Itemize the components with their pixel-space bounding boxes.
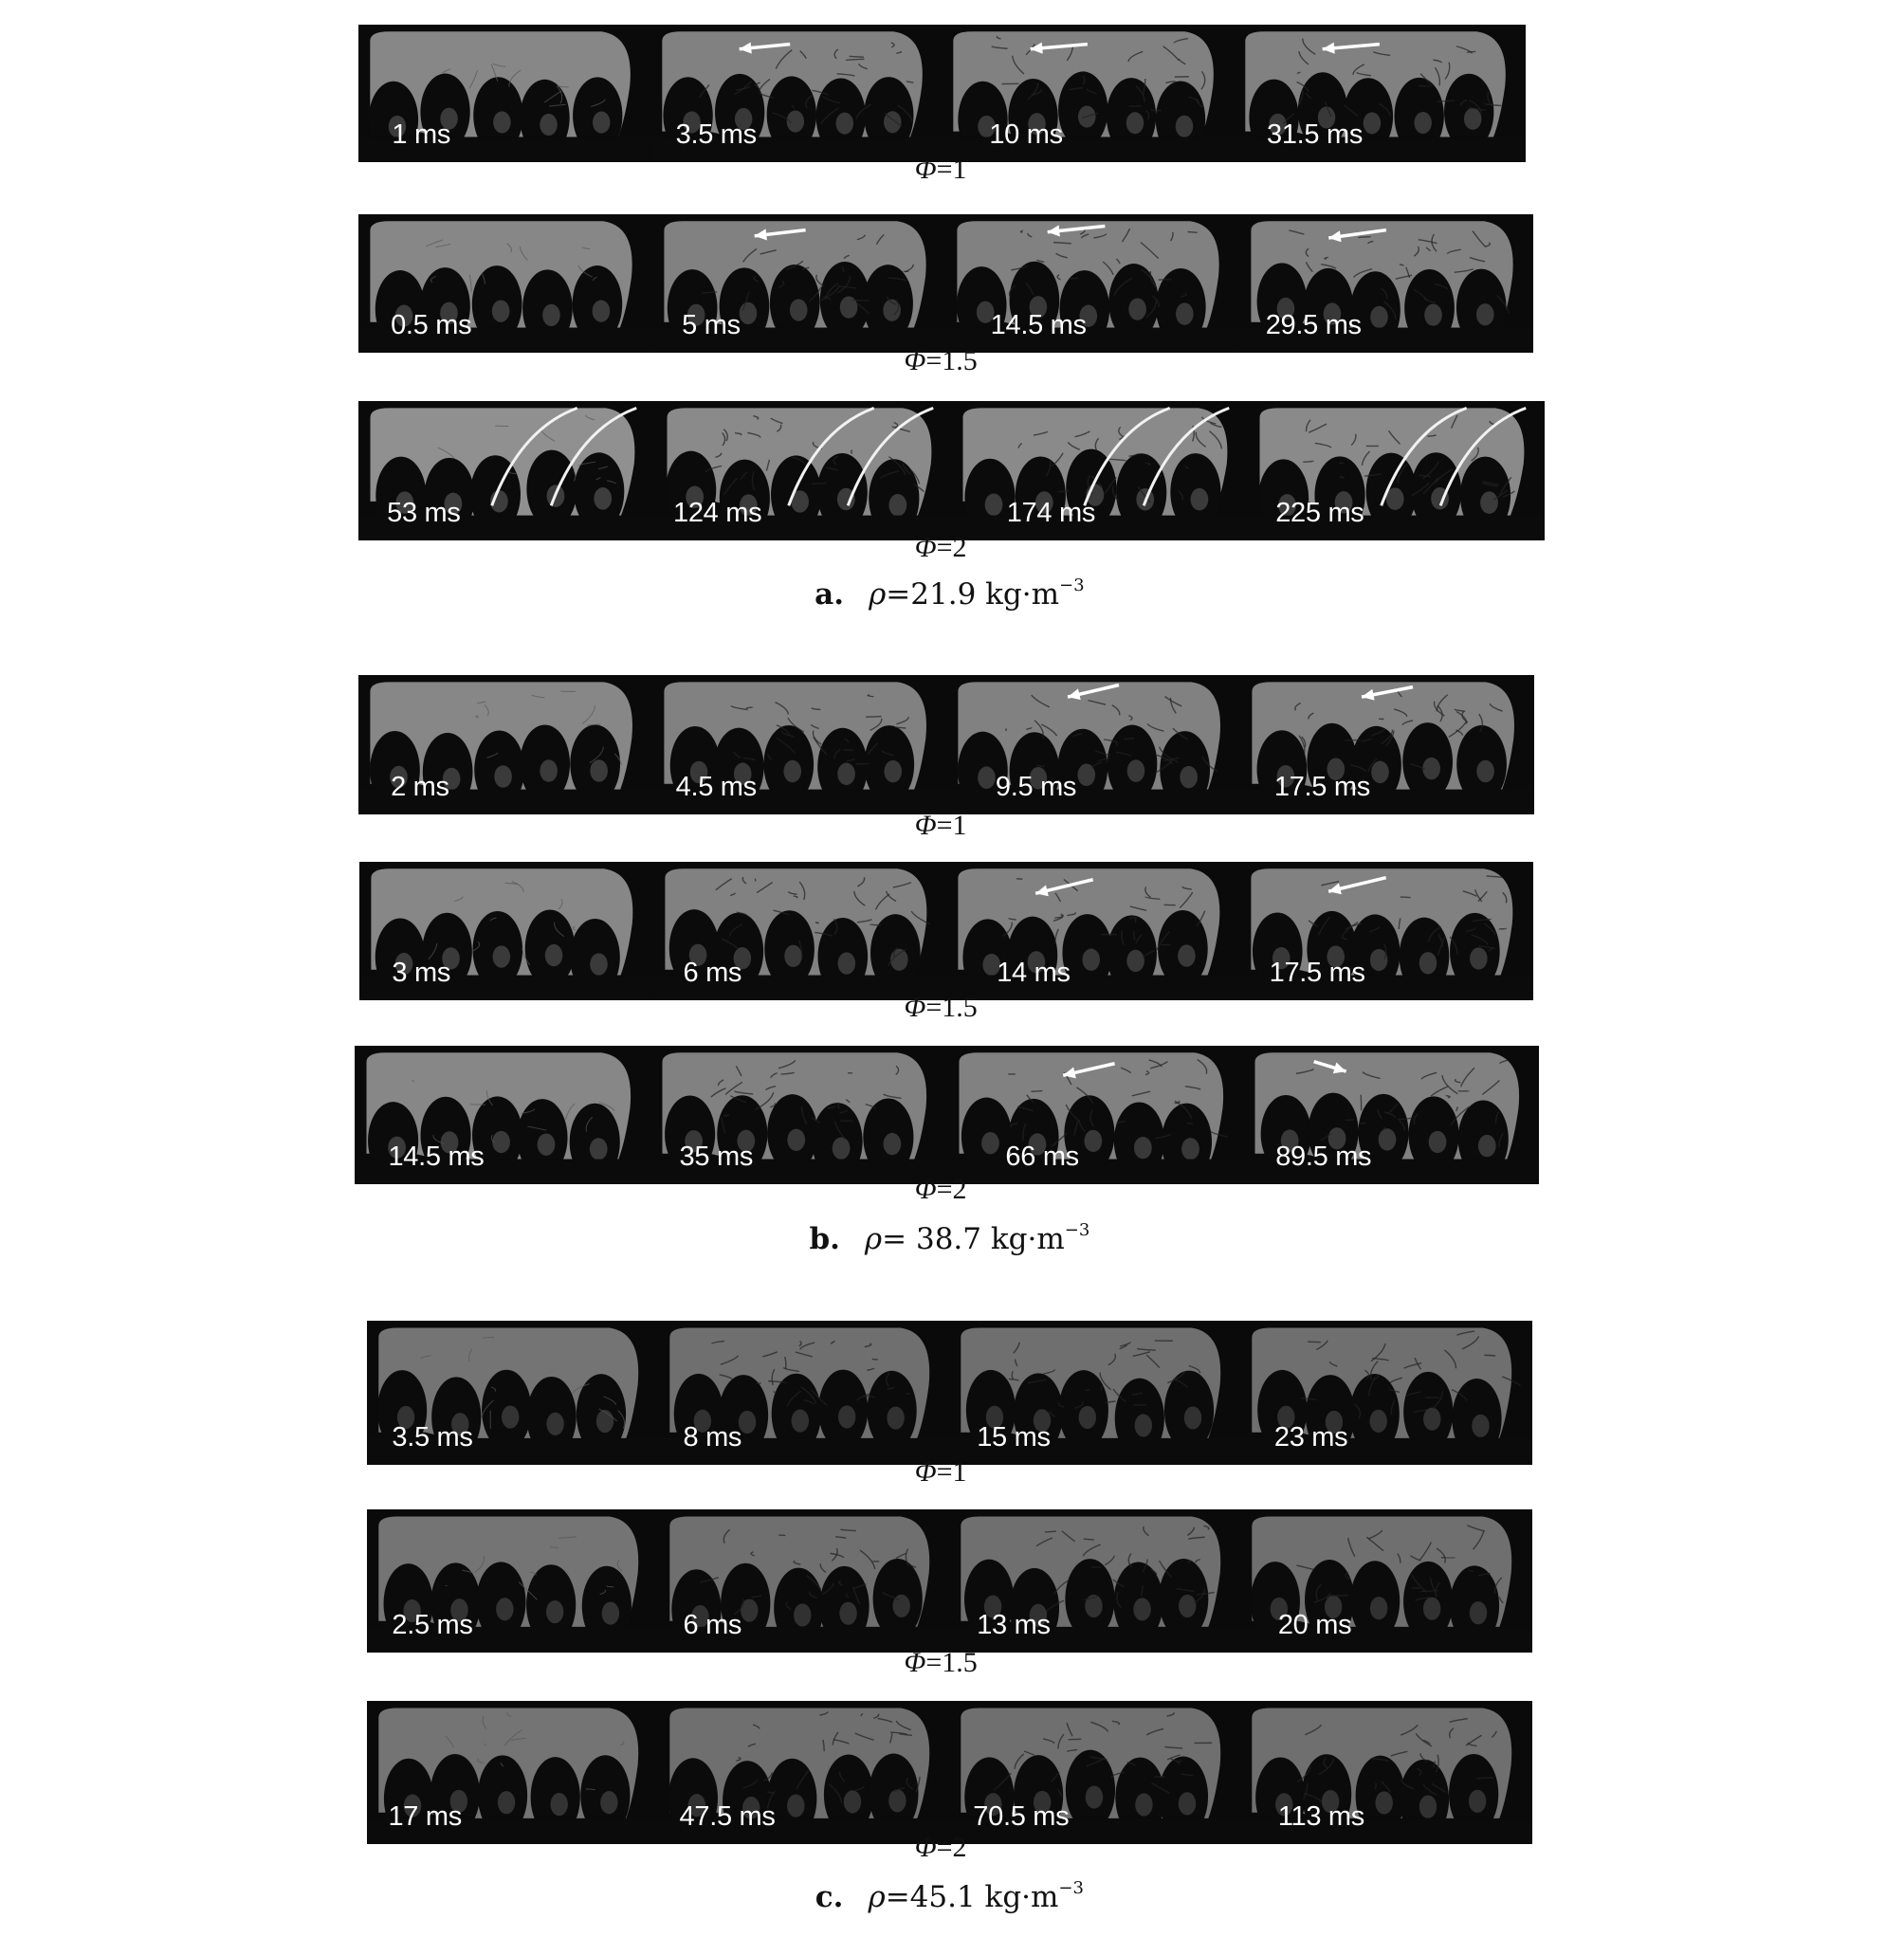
image-frame: [946, 675, 1240, 814]
time-label: 1 ms: [392, 119, 451, 150]
density-symbol: ρ: [864, 1222, 883, 1257]
time-label: 124 ms: [672, 498, 762, 528]
time-label: 14.5 ms: [388, 1142, 485, 1173]
image-frame: [1234, 25, 1526, 161]
image-frame: [1243, 1046, 1539, 1184]
image-strip: [355, 1046, 1539, 1184]
density-value: = 38.7 kg·m: [882, 1222, 1065, 1257]
time-label: 35 ms: [679, 1142, 754, 1173]
time-label: 4.5 ms: [675, 771, 757, 802]
time-label: 10 ms: [989, 119, 1063, 150]
phi-value: =1.5: [925, 1646, 978, 1678]
time-label: 15 ms: [977, 1421, 1051, 1453]
time-label: 47.5 ms: [679, 1801, 776, 1833]
equivalence-ratio-label: [846, 810, 1035, 842]
equivalence-ratio-label: [846, 992, 1035, 1024]
phi-symbol: Φ: [904, 991, 926, 1023]
image-frame: [1239, 214, 1533, 353]
time-label: 2 ms: [391, 771, 449, 802]
time-label: 113 ms: [1277, 1801, 1364, 1833]
image-strip: [358, 214, 1533, 353]
image-frame: [946, 862, 1239, 1000]
time-label: 17.5 ms: [1269, 957, 1365, 988]
image-frame: [367, 1321, 658, 1464]
image-strip: [358, 675, 1534, 814]
image-frame: [949, 1321, 1240, 1464]
time-label: 13 ms: [977, 1609, 1051, 1640]
phi-value: =2: [936, 1173, 967, 1205]
density-exponent: −3: [1064, 1220, 1090, 1241]
time-label: 8 ms: [683, 1421, 742, 1453]
equivalence-ratio-label: [846, 345, 1035, 377]
time-label: 17.5 ms: [1273, 771, 1370, 802]
image-frame: [367, 1701, 658, 1844]
time-label: 31.5 ms: [1267, 119, 1364, 150]
image-frame: [658, 1701, 949, 1844]
image-frame: [358, 25, 650, 161]
phi-symbol: Φ: [914, 1455, 937, 1488]
time-label: 174 ms: [1006, 498, 1096, 528]
panel-letter: b.: [809, 1222, 840, 1257]
image-frame: [358, 214, 652, 353]
image-frame: [367, 1509, 658, 1653]
image-frame: [1240, 1509, 1531, 1653]
image-frame: [951, 401, 1248, 540]
time-label: 29.5 ms: [1265, 309, 1362, 340]
image-frame: [650, 1046, 946, 1184]
image-frame: [947, 1046, 1243, 1184]
equivalence-ratio-label: [846, 532, 1035, 564]
image-frame: [652, 675, 946, 814]
equivalence-ratio-label: [846, 154, 1035, 186]
image-strip: [367, 1509, 1531, 1653]
time-label: 5 ms: [682, 309, 741, 340]
flame-region-image: [951, 401, 1248, 540]
image-frame: [942, 25, 1234, 161]
time-label: 9.5 ms: [995, 771, 1077, 802]
time-label: 70.5 ms: [973, 1801, 1070, 1833]
image-frame: [355, 1046, 650, 1184]
phi-value: =2: [936, 532, 967, 564]
image-frame: [653, 862, 946, 1000]
time-label: 0.5 ms: [391, 309, 472, 340]
image-strip: [367, 1701, 1531, 1844]
flame-region-image: [946, 675, 1240, 814]
image-frame: [949, 1701, 1240, 1844]
flame-region-image: [946, 862, 1239, 1000]
image-strip: [358, 25, 1526, 161]
time-label: 225 ms: [1275, 498, 1364, 528]
image-frame: [652, 214, 946, 353]
phi-symbol: Φ: [914, 810, 937, 842]
panel-letter: a.: [815, 577, 845, 612]
density-exponent: −3: [1059, 576, 1085, 596]
image-strip: [359, 862, 1533, 1000]
density-symbol: ρ: [868, 1879, 886, 1914]
density-value: =45.1 kg·m: [885, 1879, 1059, 1914]
image-frame: [650, 25, 943, 161]
image-frame: [949, 1509, 1240, 1653]
phi-symbol: Φ: [904, 1646, 926, 1678]
panel-caption: [617, 576, 1281, 612]
phi-symbol: Φ: [914, 1832, 937, 1864]
phi-symbol: Φ: [914, 1173, 937, 1205]
image-frame: [1239, 862, 1532, 1000]
time-label: 66 ms: [1005, 1142, 1079, 1173]
phi-value: =1: [936, 810, 967, 842]
phi-value: =1.5: [925, 345, 978, 377]
flame-region-image: [947, 1046, 1243, 1184]
image-frame: [658, 1509, 949, 1653]
equivalence-ratio-label: [846, 1456, 1035, 1489]
time-label: 3.5 ms: [675, 119, 757, 150]
phi-value: =1.5: [925, 991, 978, 1023]
panel-caption: [617, 1878, 1281, 1914]
density-exponent: −3: [1058, 1877, 1084, 1898]
time-label: 6 ms: [683, 957, 742, 988]
phi-value: =2: [936, 1832, 967, 1864]
time-label: 14 ms: [997, 957, 1071, 988]
time-label: 3.5 ms: [392, 1421, 473, 1453]
image-frame: [655, 401, 952, 540]
image-frame: [945, 214, 1239, 353]
image-frame: [1240, 1321, 1531, 1464]
image-strip: [358, 401, 1545, 540]
image-frame: [358, 675, 652, 814]
time-label: 2.5 ms: [392, 1609, 473, 1640]
panel-caption: [617, 1220, 1281, 1256]
image-frame: [1240, 1701, 1531, 1844]
equivalence-ratio-label: [846, 1647, 1035, 1679]
image-frame: [658, 1321, 949, 1464]
image-frame: [359, 862, 652, 1000]
time-label: 53 ms: [387, 498, 461, 528]
time-label: 6 ms: [683, 1609, 742, 1640]
image-strip: [367, 1321, 1531, 1464]
equivalence-ratio-label: [846, 1832, 1035, 1864]
panel-letter: c.: [815, 1879, 844, 1914]
phi-symbol: Φ: [914, 532, 937, 564]
phi-value: =1: [936, 1455, 967, 1488]
time-label: 23 ms: [1273, 1421, 1348, 1453]
flame-region-image: [942, 25, 1234, 161]
density-symbol: ρ: [869, 577, 887, 612]
image-frame: [1240, 675, 1534, 814]
phi-symbol: Φ: [904, 345, 926, 377]
equivalence-ratio-label: [846, 1174, 1035, 1206]
image-frame: [1248, 401, 1545, 540]
density-value: =21.9 kg·m: [886, 577, 1060, 612]
phi-value: =1: [936, 153, 967, 185]
time-label: 17 ms: [388, 1801, 462, 1833]
image-frame: [358, 401, 655, 540]
time-label: 14.5 ms: [990, 309, 1087, 340]
time-label: 3 ms: [392, 957, 451, 988]
phi-symbol: Φ: [914, 153, 937, 185]
time-label: 89.5 ms: [1275, 1142, 1372, 1173]
time-label: 20 ms: [1277, 1609, 1352, 1640]
